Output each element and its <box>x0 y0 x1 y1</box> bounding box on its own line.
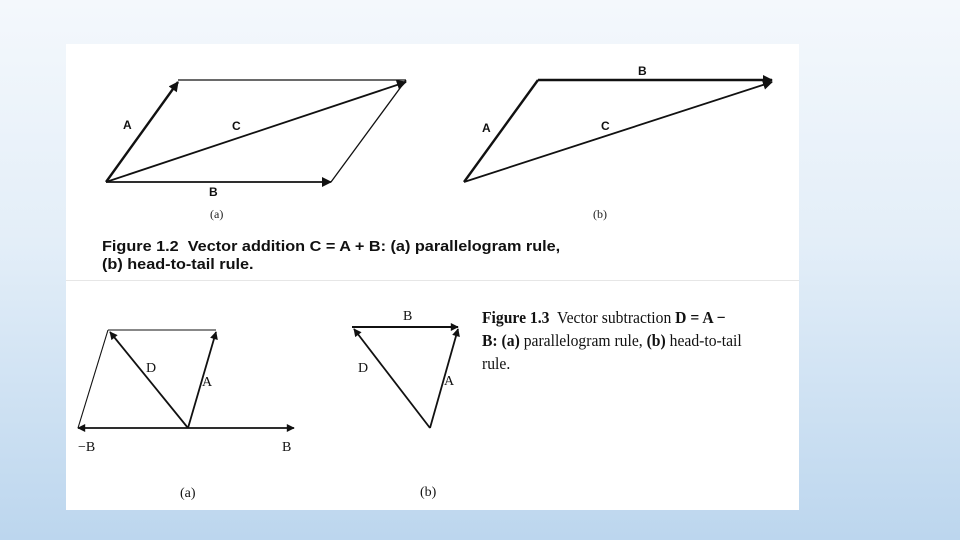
caption-fig-number: Figure 1.3 <box>482 308 550 327</box>
caption-a-marker: (a) <box>501 331 520 350</box>
vector-c-arrow <box>106 82 406 182</box>
vector-a-arrow <box>106 82 178 182</box>
section-divider <box>66 280 799 281</box>
caption-a-text: parallelogram rule, <box>414 239 561 255</box>
sublabel-b: (b) <box>593 207 607 221</box>
caption-a-marker: (a) <box>390 239 411 255</box>
label-b: B <box>282 440 292 455</box>
label-neg-b: −B <box>78 440 96 455</box>
fig13-panel-b <box>352 309 458 500</box>
figure-1-3-caption <box>482 306 758 375</box>
label-c: C <box>232 119 241 133</box>
vector-diagrams <box>66 44 799 510</box>
caption-b-marker: (b) <box>102 257 123 273</box>
sublabel-b: (b) <box>420 485 437 500</box>
label-d: D <box>146 361 157 376</box>
fig12-panel-b <box>464 64 772 221</box>
caption-equation: C = A + B: <box>309 239 386 255</box>
vector-d-arrow <box>354 329 430 428</box>
caption-fig-number: Figure 1.2 <box>102 239 179 255</box>
caption-b-text: head-to-tail rule. <box>127 257 254 273</box>
label-b: B <box>638 64 647 78</box>
fig13-panel-a <box>78 330 294 501</box>
caption-lead: Vector addition <box>187 239 306 255</box>
label-b: B <box>403 309 413 324</box>
caption-lead: Vector subtraction <box>557 308 672 327</box>
label-a: A <box>202 375 213 390</box>
label-b: B <box>209 185 218 199</box>
caption-equation: D = A − <box>675 308 726 327</box>
fig12-panel-a <box>106 80 406 221</box>
label-a: A <box>123 118 132 132</box>
sublabel-a: (a) <box>180 486 196 501</box>
label-c: C <box>601 119 610 133</box>
label-a: A <box>444 374 455 389</box>
caption-tail: rule. <box>482 354 511 373</box>
caption-b-marker: (b) <box>646 331 666 350</box>
caption-b-text: head-to-tail <box>669 331 742 350</box>
parallelogram-left-edge <box>78 330 108 428</box>
sublabel-a: (a) <box>210 207 224 221</box>
caption-equation-cont: B: <box>482 331 498 350</box>
vector-a-line <box>464 80 538 182</box>
caption-a-text: parallelogram rule, <box>523 331 643 350</box>
figure-card <box>66 44 799 510</box>
figure-1-2-caption <box>102 238 875 274</box>
label-d: D <box>358 361 369 376</box>
label-a: A <box>482 121 491 135</box>
vector-c-arrow <box>464 82 772 182</box>
vector-d-arrow <box>110 332 188 428</box>
